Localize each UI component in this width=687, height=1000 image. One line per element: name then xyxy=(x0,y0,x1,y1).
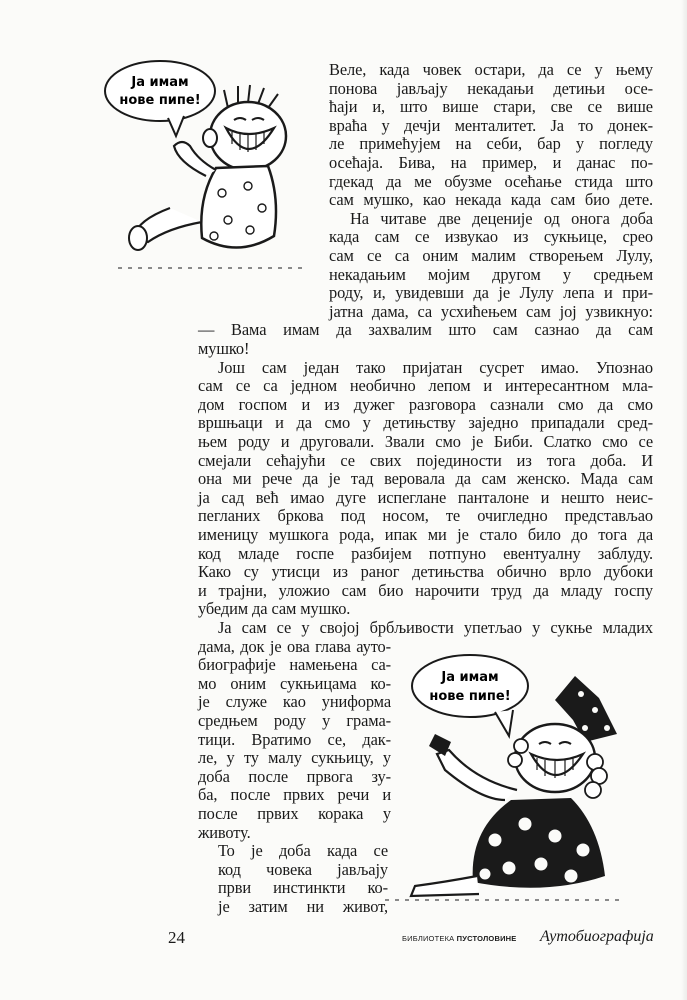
speech-bubble-line-2: нове пипе! xyxy=(119,93,201,108)
text-line: животу. xyxy=(198,823,251,842)
text-line: код младе госпе разбијем потпуно евентуалну заблуду. xyxy=(198,544,653,563)
speech-bubble-line-1: Ја имам xyxy=(441,670,499,685)
series-name: ПУСТОЛОВИНЕ xyxy=(456,934,517,943)
text-line: смејали сећајући се свих појединости из тога доба. И xyxy=(198,451,653,470)
text-line: мо оним сукњицама ко- xyxy=(198,674,391,693)
text-line: ба, после првих речи и xyxy=(198,785,391,804)
text-line: Веле, када човек остари, да се у њему xyxy=(329,60,653,79)
text-line: На читаве две деценије од оногa доба xyxy=(350,209,653,228)
series-prefix: БИБЛИОТЕКА xyxy=(402,934,457,943)
text-line: некадањим мојим другом у средњем xyxy=(329,265,653,284)
text-line: роду, и, увидевши да је Лулу лепа и при- xyxy=(329,283,653,302)
text-line: сам мушко, као некада када сам био дете. xyxy=(329,190,653,209)
text-line: јатна дама, са усхићењем сам јој узвикнуо: xyxy=(329,302,653,321)
text-line: је служе као униформа xyxy=(198,692,391,711)
speech-bubble xyxy=(412,655,528,717)
text-line: њем роду и друговали. Звали смо је Биби. Слатко смо се xyxy=(198,432,653,451)
text-line: она ми рече да је тад веровала да сам женско. Мада сам xyxy=(198,469,653,488)
text-line: и трајни, уложио сам био нарочити труд да младу госпу xyxy=(198,581,653,600)
text-line: То је доба када се xyxy=(218,841,388,860)
text-line: први инстинкти ко- xyxy=(218,878,388,897)
speech-bubble-line-1: Ја имам xyxy=(131,75,189,90)
text-line: ћаји и, што више стари, све се више xyxy=(329,97,653,116)
text-line: код човека јављају xyxy=(218,860,388,879)
text-line: дама, док је ова глава ауто- xyxy=(198,637,391,656)
text-line: после првих корака у xyxy=(198,804,391,823)
text-line: именицу мушкога рода, ипак ми је стало било до тога да xyxy=(198,525,653,544)
book-title: Аутобиографија xyxy=(540,928,654,945)
text-line: мушко! xyxy=(198,339,250,358)
text-line: тици. Вратимо се, дак- xyxy=(198,730,391,749)
text-line: пегланих бркова под носом, те очигледно представљао xyxy=(198,506,653,525)
text-line: је затим ни живот, xyxy=(218,897,388,916)
text-line: понова јављају некадањи детињи осе- xyxy=(329,79,653,98)
text-line: враћа у дечји менталитет. Ја то донек- xyxy=(329,116,653,135)
text-line: ја сад већ имао дуге испеглане панталоне и нешто неис- xyxy=(198,488,653,507)
text-line: доба после првога зу- xyxy=(198,767,391,786)
text-line: Како су утисци из раног детињства обично врло дубоки xyxy=(198,562,653,581)
speech-bubble xyxy=(105,61,215,121)
page-number: 24 xyxy=(168,928,185,947)
text-line: Још сам један тако пријатан сусрет имао. Упознао xyxy=(218,358,653,377)
text-line: сам се са оним малим створењем Лулу, xyxy=(329,246,653,265)
text-line: — Вама имам да захвалим што сам сазнао да сам xyxy=(198,320,653,339)
text-line: биографије намењена са- xyxy=(198,655,391,674)
text-line: ле, у ту малу сукњицу, у xyxy=(198,748,391,767)
text-line: осећаја. Бива, на пример, и данас по- xyxy=(329,153,653,172)
baby-girl-illustration xyxy=(385,650,630,905)
baby-boy-illustration xyxy=(98,58,323,283)
text-line: дом госпом и из дужег разговора сазнали смо да смо xyxy=(198,395,653,414)
text-line: када сам се извукао из сукњице, срео xyxy=(329,227,653,246)
text-line: средњем роду у грама- xyxy=(198,711,391,730)
text-line: вршњаци и да смо у детињству заједно припадали сред- xyxy=(198,413,653,432)
series-label xyxy=(402,934,516,943)
text-line: гдекад да ме обузме осећање стида што xyxy=(329,172,653,191)
speech-bubble-line-2: нове пипе! xyxy=(429,689,511,704)
text-line: убедим да сам мушко. xyxy=(198,599,351,618)
text-line: сам се са једном необично лепом и интересантном мла- xyxy=(198,376,653,395)
text-line: Ја сам се у својој брбљивости упетљао у сукње младих xyxy=(218,618,653,637)
text-line: ле примећујем на себи, бар у погледу xyxy=(329,134,653,153)
